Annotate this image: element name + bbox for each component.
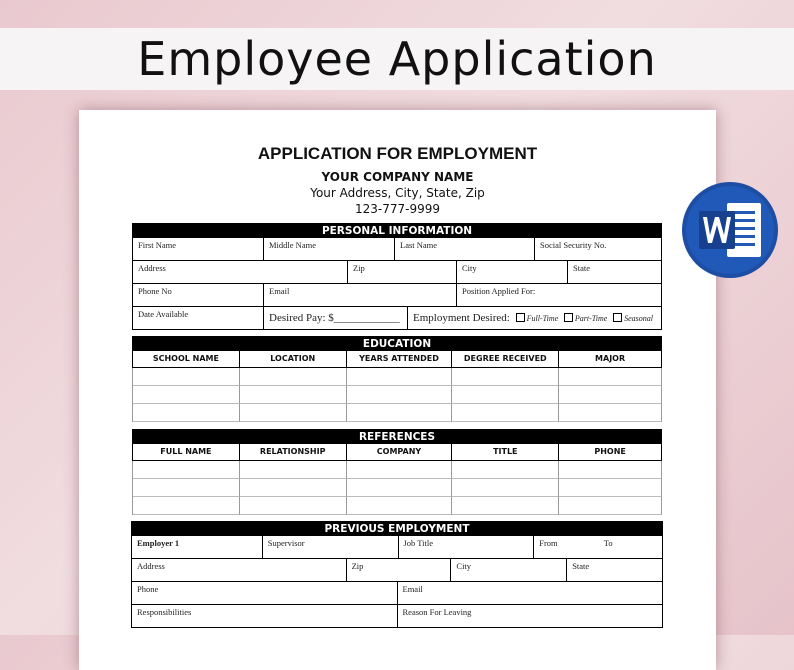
phone-field[interactable]: Phone No (133, 284, 264, 306)
supervisor-field[interactable]: Supervisor (263, 536, 399, 558)
first-name-field[interactable]: First Name (133, 238, 264, 260)
table-cell[interactable] (133, 479, 240, 497)
employer-state-field[interactable]: State (567, 559, 663, 581)
education-header-row (132, 351, 662, 368)
employer-field[interactable]: Employer 1 (132, 536, 263, 558)
banner-title: Employee Application (0, 28, 794, 90)
middle-name-field[interactable]: Middle Name (264, 238, 395, 260)
zip-field[interactable]: Zip (348, 261, 457, 283)
position-field[interactable]: Position Applied For: (457, 284, 662, 306)
employment-desired-field (408, 307, 662, 329)
table-cell[interactable] (240, 479, 347, 497)
table-cell[interactable] (133, 368, 240, 386)
from-label: From (539, 538, 558, 548)
form-row (132, 284, 662, 307)
table-cell[interactable] (347, 461, 453, 479)
company-address: Your Address, City, State, Zip (310, 186, 485, 200)
form-row (132, 307, 662, 330)
table-cell[interactable] (347, 404, 453, 422)
employer-phone-field[interactable]: Phone (132, 582, 398, 604)
form-row (132, 238, 662, 261)
personal-information-section (132, 223, 662, 330)
table-cell[interactable] (133, 497, 240, 515)
application-form-page (79, 110, 716, 670)
table-cell[interactable] (347, 386, 453, 404)
last-name-field[interactable]: Last Name (395, 238, 535, 260)
seasonal-checkbox[interactable] (613, 313, 622, 322)
column-header: RELATIONSHIP (240, 444, 347, 460)
table-cell[interactable] (452, 461, 559, 479)
employer-city-field[interactable]: City (451, 559, 567, 581)
form-row (132, 261, 662, 284)
column-header: PHONE (559, 444, 662, 460)
address-field[interactable]: Address (133, 261, 348, 283)
table-cell[interactable] (452, 368, 559, 386)
column-header: SCHOOL NAME (133, 351, 240, 367)
full-time-checkbox[interactable] (516, 313, 525, 322)
column-header: FULL NAME (133, 444, 240, 460)
from-to-field[interactable] (534, 536, 663, 558)
table-cell[interactable] (240, 368, 347, 386)
table-cell[interactable] (559, 386, 662, 404)
table-cell[interactable] (240, 386, 347, 404)
date-available-field[interactable]: Date Available (133, 307, 264, 329)
table-cell[interactable] (240, 461, 347, 479)
form-row (131, 536, 663, 559)
employer-email-field[interactable]: Email (398, 582, 664, 604)
table-cell[interactable] (559, 497, 662, 515)
education-heading: EDUCATION (132, 336, 662, 351)
table-cell[interactable] (347, 368, 453, 386)
table-row (132, 368, 662, 386)
table-cell[interactable] (559, 404, 662, 422)
table-cell[interactable] (559, 368, 662, 386)
table-cell[interactable] (133, 404, 240, 422)
email-field[interactable]: Email (264, 284, 457, 306)
employment-desired-label: Employment Desired: (413, 312, 510, 324)
responsibilities-field[interactable]: Responsibilities (132, 605, 398, 627)
previous-employment-section (131, 521, 663, 628)
table-row (132, 404, 662, 422)
table-cell[interactable] (452, 497, 559, 515)
table-row (132, 386, 662, 404)
table-cell[interactable] (133, 386, 240, 404)
table-cell[interactable] (559, 479, 662, 497)
table-cell[interactable] (347, 479, 453, 497)
seasonal-label: Seasonal (624, 314, 653, 323)
references-section (132, 429, 662, 515)
form-row (131, 605, 663, 628)
table-row (132, 461, 662, 479)
company-name: YOUR COMPANY NAME (321, 170, 474, 184)
city-field[interactable]: City (457, 261, 568, 283)
table-cell[interactable] (452, 404, 559, 422)
part-time-label: Part-Time (574, 314, 608, 323)
column-header: COMPANY (347, 444, 453, 460)
to-label: To (603, 538, 613, 548)
table-cell[interactable] (133, 461, 240, 479)
personal-information-heading: PERSONAL INFORMATION (132, 223, 662, 238)
desired-pay-field[interactable]: Desired Pay: $____________ (264, 307, 408, 329)
references-heading: REFERENCES (132, 429, 662, 444)
column-header: LOCATION (240, 351, 347, 367)
column-header: DEGREE RECEIVED (452, 351, 559, 367)
reason-for-leaving-field[interactable]: Reason For Leaving (398, 605, 664, 627)
employer-zip-field[interactable]: Zip (347, 559, 452, 581)
job-title-field[interactable]: Job Title (399, 536, 535, 558)
company-phone: 123-777-9999 (354, 202, 440, 216)
table-cell[interactable] (452, 386, 559, 404)
column-header: MAJOR (559, 351, 662, 367)
table-cell[interactable] (240, 497, 347, 515)
table-cell[interactable] (240, 404, 347, 422)
state-field[interactable]: State (568, 261, 662, 283)
column-header: YEARS ATTENDED (347, 351, 453, 367)
previous-employment-heading: PREVIOUS EMPLOYMENT (131, 521, 663, 536)
document-title: APPLICATION FOR EMPLOYMENT (257, 144, 538, 163)
table-row (132, 497, 662, 515)
table-row (132, 479, 662, 497)
table-cell[interactable] (452, 479, 559, 497)
employer-address-field[interactable]: Address (132, 559, 347, 581)
form-row (131, 559, 663, 582)
form-row (131, 582, 663, 605)
ssn-field[interactable]: Social Security No. (535, 238, 662, 260)
microsoft-word-icon (681, 181, 779, 279)
table-cell[interactable] (559, 461, 662, 479)
full-time-label: Full-Time (526, 314, 559, 323)
column-header: TITLE (452, 444, 559, 460)
table-cell[interactable] (347, 497, 453, 515)
references-header-row (132, 444, 662, 461)
education-section (132, 336, 662, 422)
part-time-checkbox[interactable] (564, 313, 573, 322)
